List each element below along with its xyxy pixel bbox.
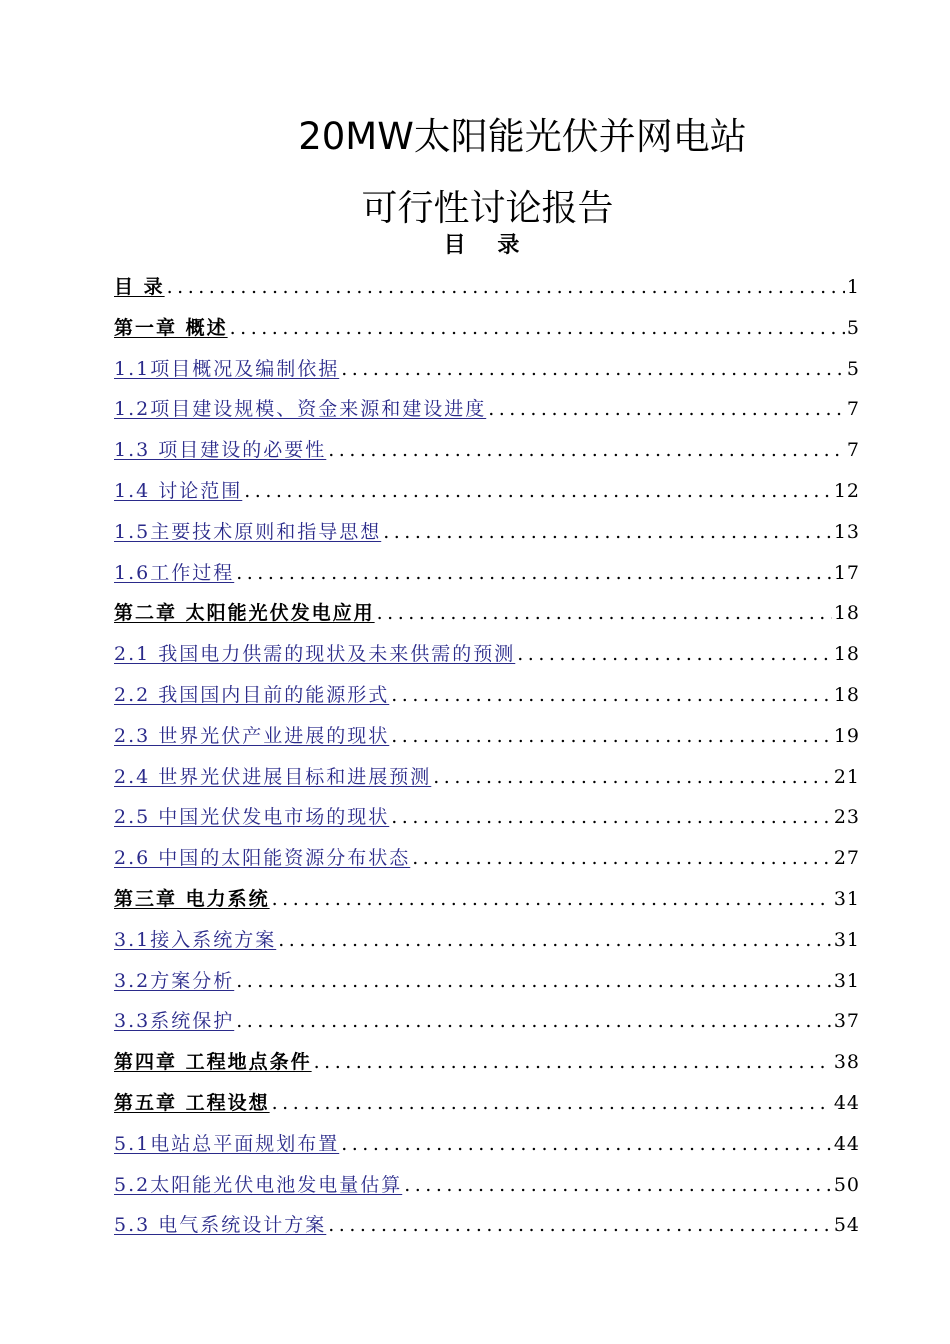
document-subtitle: 可行性讨论报告 <box>361 188 614 229</box>
table-of-contents <box>114 272 860 1251</box>
toc-dot-leader <box>272 884 832 914</box>
toc-dot-leader <box>341 1129 832 1159</box>
toc-dot-leader <box>272 1088 832 1118</box>
toc-entry[interactable] <box>114 884 860 925</box>
toc-entry-link[interactable]: 5.3 电气系统设计方案 <box>114 1214 327 1237</box>
toc-dot-leader <box>391 802 832 832</box>
toc-entry[interactable] <box>114 1088 860 1129</box>
toc-page-number: 18 <box>833 643 860 666</box>
toc-entry[interactable] <box>114 1210 860 1251</box>
toc-entry-link[interactable]: 1.4 讨论范围 <box>114 479 243 502</box>
toc-entry[interactable] <box>114 762 860 803</box>
toc-entry[interactable] <box>114 1006 860 1047</box>
toc-dot-leader <box>278 925 832 955</box>
toc-entry[interactable] <box>114 272 860 313</box>
toc-entry-link[interactable]: 第一章 概述 <box>114 316 228 339</box>
toc-page-number: 17 <box>833 561 860 584</box>
toc-dot-leader <box>236 1006 832 1036</box>
toc-page-number: 13 <box>833 520 860 543</box>
toc-entry[interactable] <box>114 598 860 639</box>
toc-dot-leader <box>167 272 845 302</box>
toc-page-number: 5 <box>846 316 860 339</box>
toc-entry-link[interactable]: 3.3系统保护 <box>114 1010 235 1033</box>
toc-entry-link[interactable]: 第四章 工程地点条件 <box>114 1051 312 1074</box>
toc-dot-leader <box>391 680 832 710</box>
toc-entry-link[interactable]: 2.5 中国光伏发电市场的现状 <box>114 806 390 829</box>
toc-page-number: 31 <box>833 887 860 910</box>
toc-entry-link[interactable]: 第五章 工程设想 <box>114 1091 270 1114</box>
toc-page-number: 18 <box>833 683 860 706</box>
toc-entry-link[interactable]: 2.1 我国电力供需的现状及未来供需的预测 <box>114 643 516 666</box>
toc-entry-link[interactable]: 2.3 世界光伏产业进展的现状 <box>114 724 390 747</box>
toc-dot-leader <box>412 843 832 873</box>
toc-entry[interactable] <box>114 435 860 476</box>
toc-page-number: 23 <box>833 806 860 829</box>
toc-entry-link[interactable]: 3.2方案分析 <box>114 969 235 992</box>
toc-dot-leader <box>244 476 832 506</box>
toc-entry-link[interactable]: 目 录 <box>114 276 165 298</box>
toc-dot-leader <box>328 435 845 465</box>
toc-dot-leader <box>488 394 845 424</box>
toc-entry[interactable] <box>114 1047 860 1088</box>
toc-entry[interactable] <box>114 313 860 354</box>
toc-entry[interactable] <box>114 476 860 517</box>
toc-entry[interactable] <box>114 517 860 558</box>
toc-page-number: 19 <box>833 724 860 747</box>
toc-entry[interactable] <box>114 680 860 721</box>
toc-page-number: 27 <box>833 847 860 870</box>
toc-dot-leader <box>314 1047 832 1077</box>
toc-dot-leader <box>517 639 832 669</box>
toc-entry-link[interactable]: 3.1接入系统方案 <box>114 928 277 951</box>
toc-entry[interactable] <box>114 1129 860 1170</box>
toc-entry[interactable] <box>114 925 860 966</box>
toc-page-number: 50 <box>833 1173 860 1196</box>
toc-entry-link[interactable]: 5.1电站总平面规划布置 <box>114 1132 340 1155</box>
toc-entry-link[interactable]: 1.2项目建设规模、资金来源和建设进度 <box>114 398 487 421</box>
toc-entry[interactable] <box>114 1170 860 1211</box>
toc-entry-link[interactable]: 1.3 项目建设的必要性 <box>114 439 327 462</box>
toc-page-number: 18 <box>833 602 860 625</box>
toc-entry[interactable] <box>114 721 860 762</box>
toc-page-number: 54 <box>833 1214 860 1237</box>
toc-entry-link[interactable]: 2.4 世界光伏进展目标和进展预测 <box>114 765 432 788</box>
toc-entry-link[interactable]: 第二章 太阳能光伏发电应用 <box>114 602 375 625</box>
toc-dot-leader <box>377 598 832 628</box>
toc-page-number: 38 <box>833 1051 860 1074</box>
toc-page-number: 7 <box>846 398 860 421</box>
toc-entry[interactable] <box>114 394 860 435</box>
toc-dot-leader <box>391 721 832 751</box>
toc-page-number: 44 <box>833 1132 860 1155</box>
toc-dot-leader <box>328 1210 832 1240</box>
toc-entry[interactable] <box>114 802 860 843</box>
toc-page-number: 37 <box>833 1010 860 1033</box>
toc-dot-leader <box>383 517 832 547</box>
toc-page-number: 12 <box>833 479 860 502</box>
toc-entry-link[interactable]: 第三章 电力系统 <box>114 887 270 910</box>
toc-page-number: 5 <box>846 357 860 380</box>
toc-dot-leader <box>236 558 832 588</box>
toc-entry[interactable] <box>114 354 860 395</box>
toc-entry-link[interactable]: 2.6 中国的太阳能资源分布状态 <box>114 847 411 870</box>
toc-page-number: 44 <box>833 1091 860 1114</box>
toc-dot-leader <box>236 966 832 996</box>
toc-dot-leader <box>341 354 845 384</box>
toc-page-number: 7 <box>846 439 860 462</box>
toc-entry[interactable] <box>114 639 860 680</box>
toc-entry[interactable] <box>114 558 860 599</box>
toc-entry-link[interactable]: 1.1项目概况及编制依据 <box>114 357 340 380</box>
toc-dot-leader <box>433 762 832 792</box>
toc-entry[interactable] <box>114 843 860 884</box>
toc-entry-link[interactable]: 1.6工作过程 <box>114 561 235 584</box>
toc-page-number: 21 <box>833 765 860 788</box>
toc-entry-link[interactable]: 5.2太阳能光伏电池发电量估算 <box>114 1173 403 1196</box>
toc-entry-link[interactable]: 2.2 我国国内目前的能源形式 <box>114 683 390 706</box>
toc-heading: 目 录 <box>443 232 532 258</box>
toc-page-number: 1 <box>846 276 860 298</box>
toc-dot-leader <box>404 1170 832 1200</box>
toc-dot-leader <box>230 313 845 343</box>
toc-page-number: 31 <box>833 969 860 992</box>
document-title: 20MW太阳能光伏并网电站 <box>298 115 747 158</box>
toc-entry-link[interactable]: 1.5主要技术原则和指导思想 <box>114 520 382 543</box>
toc-entry[interactable] <box>114 966 860 1007</box>
toc-page-number: 31 <box>833 928 860 951</box>
